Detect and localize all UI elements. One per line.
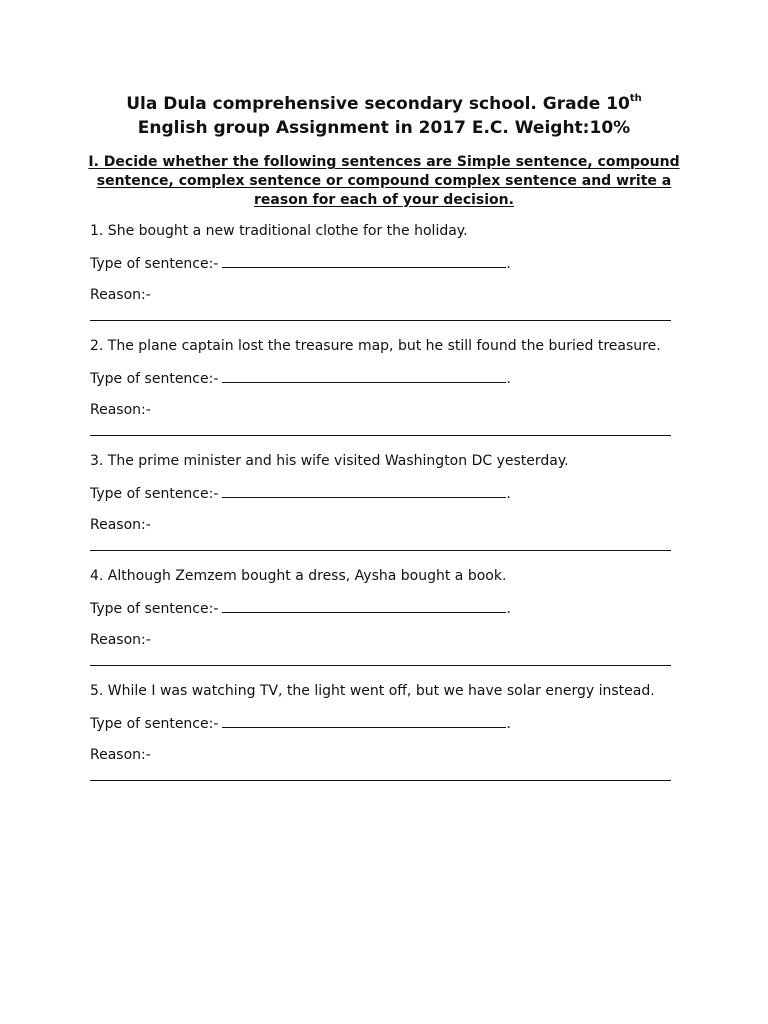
title-line-1 xyxy=(60,92,708,116)
type-label: Type of sentence:- xyxy=(90,716,219,732)
section-instruction: I. Decide whether the following sentences are Simple sentence, compound sentence, complex sentence or compound complex sentence and write a reason for each of your decision. xyxy=(88,154,680,208)
question-text: 3. The prime minister and his wife visited Washington DC yesterday. xyxy=(90,453,569,469)
question-text: 4. Although Zemzem bought a dress, Aysha bought a book. xyxy=(90,568,507,584)
type-line-end: . xyxy=(506,486,511,502)
reason-answer-line xyxy=(90,665,671,666)
type-of-sentence-line xyxy=(90,254,511,273)
reason-label: Reason:- xyxy=(90,747,151,763)
question-item xyxy=(90,567,680,682)
reason-answer-line xyxy=(90,320,671,321)
title-line-2: English group Assignment in 2017 E.C. Weight:10% xyxy=(137,118,631,138)
type-of-sentence-line xyxy=(90,369,511,388)
title-superscript: th xyxy=(629,93,642,105)
question-item xyxy=(90,682,680,797)
type-answer-blank xyxy=(222,369,506,383)
type-line-end: . xyxy=(506,371,511,387)
reason-label: Reason:- xyxy=(90,287,151,303)
type-of-sentence-line xyxy=(90,714,511,733)
reason-answer-line xyxy=(90,435,671,436)
reason-label: Reason:- xyxy=(90,632,151,648)
type-line-end: . xyxy=(506,601,511,617)
reason-label: Reason:- xyxy=(90,402,151,418)
question-list xyxy=(90,222,680,797)
type-line-end: . xyxy=(506,716,511,732)
question-item xyxy=(90,337,680,452)
type-answer-blank xyxy=(222,599,506,613)
type-label: Type of sentence:- xyxy=(90,371,219,387)
reason-answer-line xyxy=(90,550,671,551)
question-text: 5. While I was watching TV, the light went off, but we have solar energy instead. xyxy=(90,683,655,699)
question-item xyxy=(90,222,680,337)
type-label: Type of sentence:- xyxy=(90,486,219,502)
type-label: Type of sentence:- xyxy=(90,256,219,272)
worksheet-title xyxy=(60,92,708,140)
question-text: 2. The plane captain lost the treasure map, but he still found the buried treasure. xyxy=(90,338,661,354)
type-answer-blank xyxy=(222,714,506,728)
reason-answer-line xyxy=(90,780,671,781)
type-of-sentence-line xyxy=(90,484,511,503)
type-line-end: . xyxy=(506,256,511,272)
type-label: Type of sentence:- xyxy=(90,601,219,617)
title-school-grade: Ula Dula comprehensive secondary school. Grade 10 xyxy=(126,94,630,114)
type-answer-blank xyxy=(222,484,506,498)
type-answer-blank xyxy=(222,254,506,268)
question-item xyxy=(90,452,680,567)
question-text: 1. She bought a new traditional clothe for the holiday. xyxy=(90,223,468,239)
type-of-sentence-line xyxy=(90,599,511,618)
reason-label: Reason:- xyxy=(90,517,151,533)
